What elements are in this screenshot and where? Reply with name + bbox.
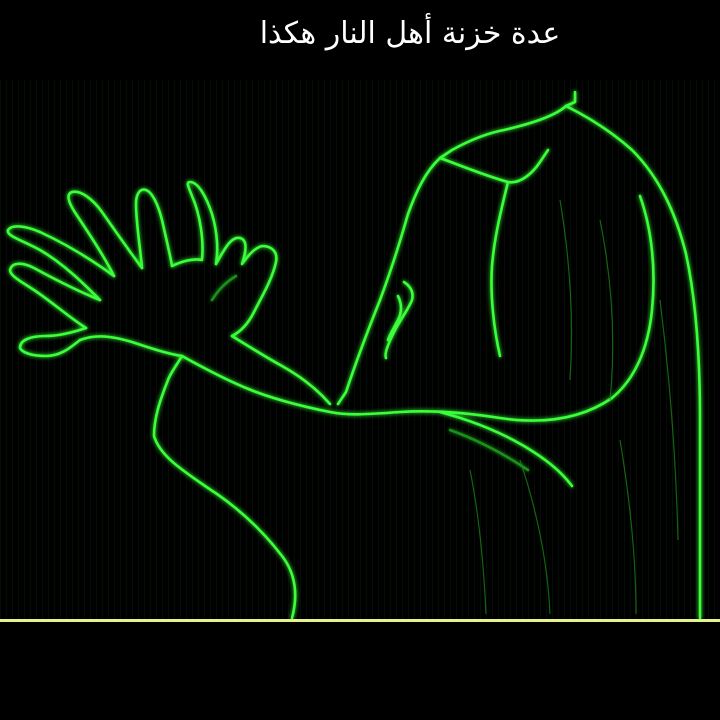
bottom-baseline: [0, 619, 720, 622]
caption-text: عدة خزنة أهل النار هكذا: [259, 16, 561, 51]
